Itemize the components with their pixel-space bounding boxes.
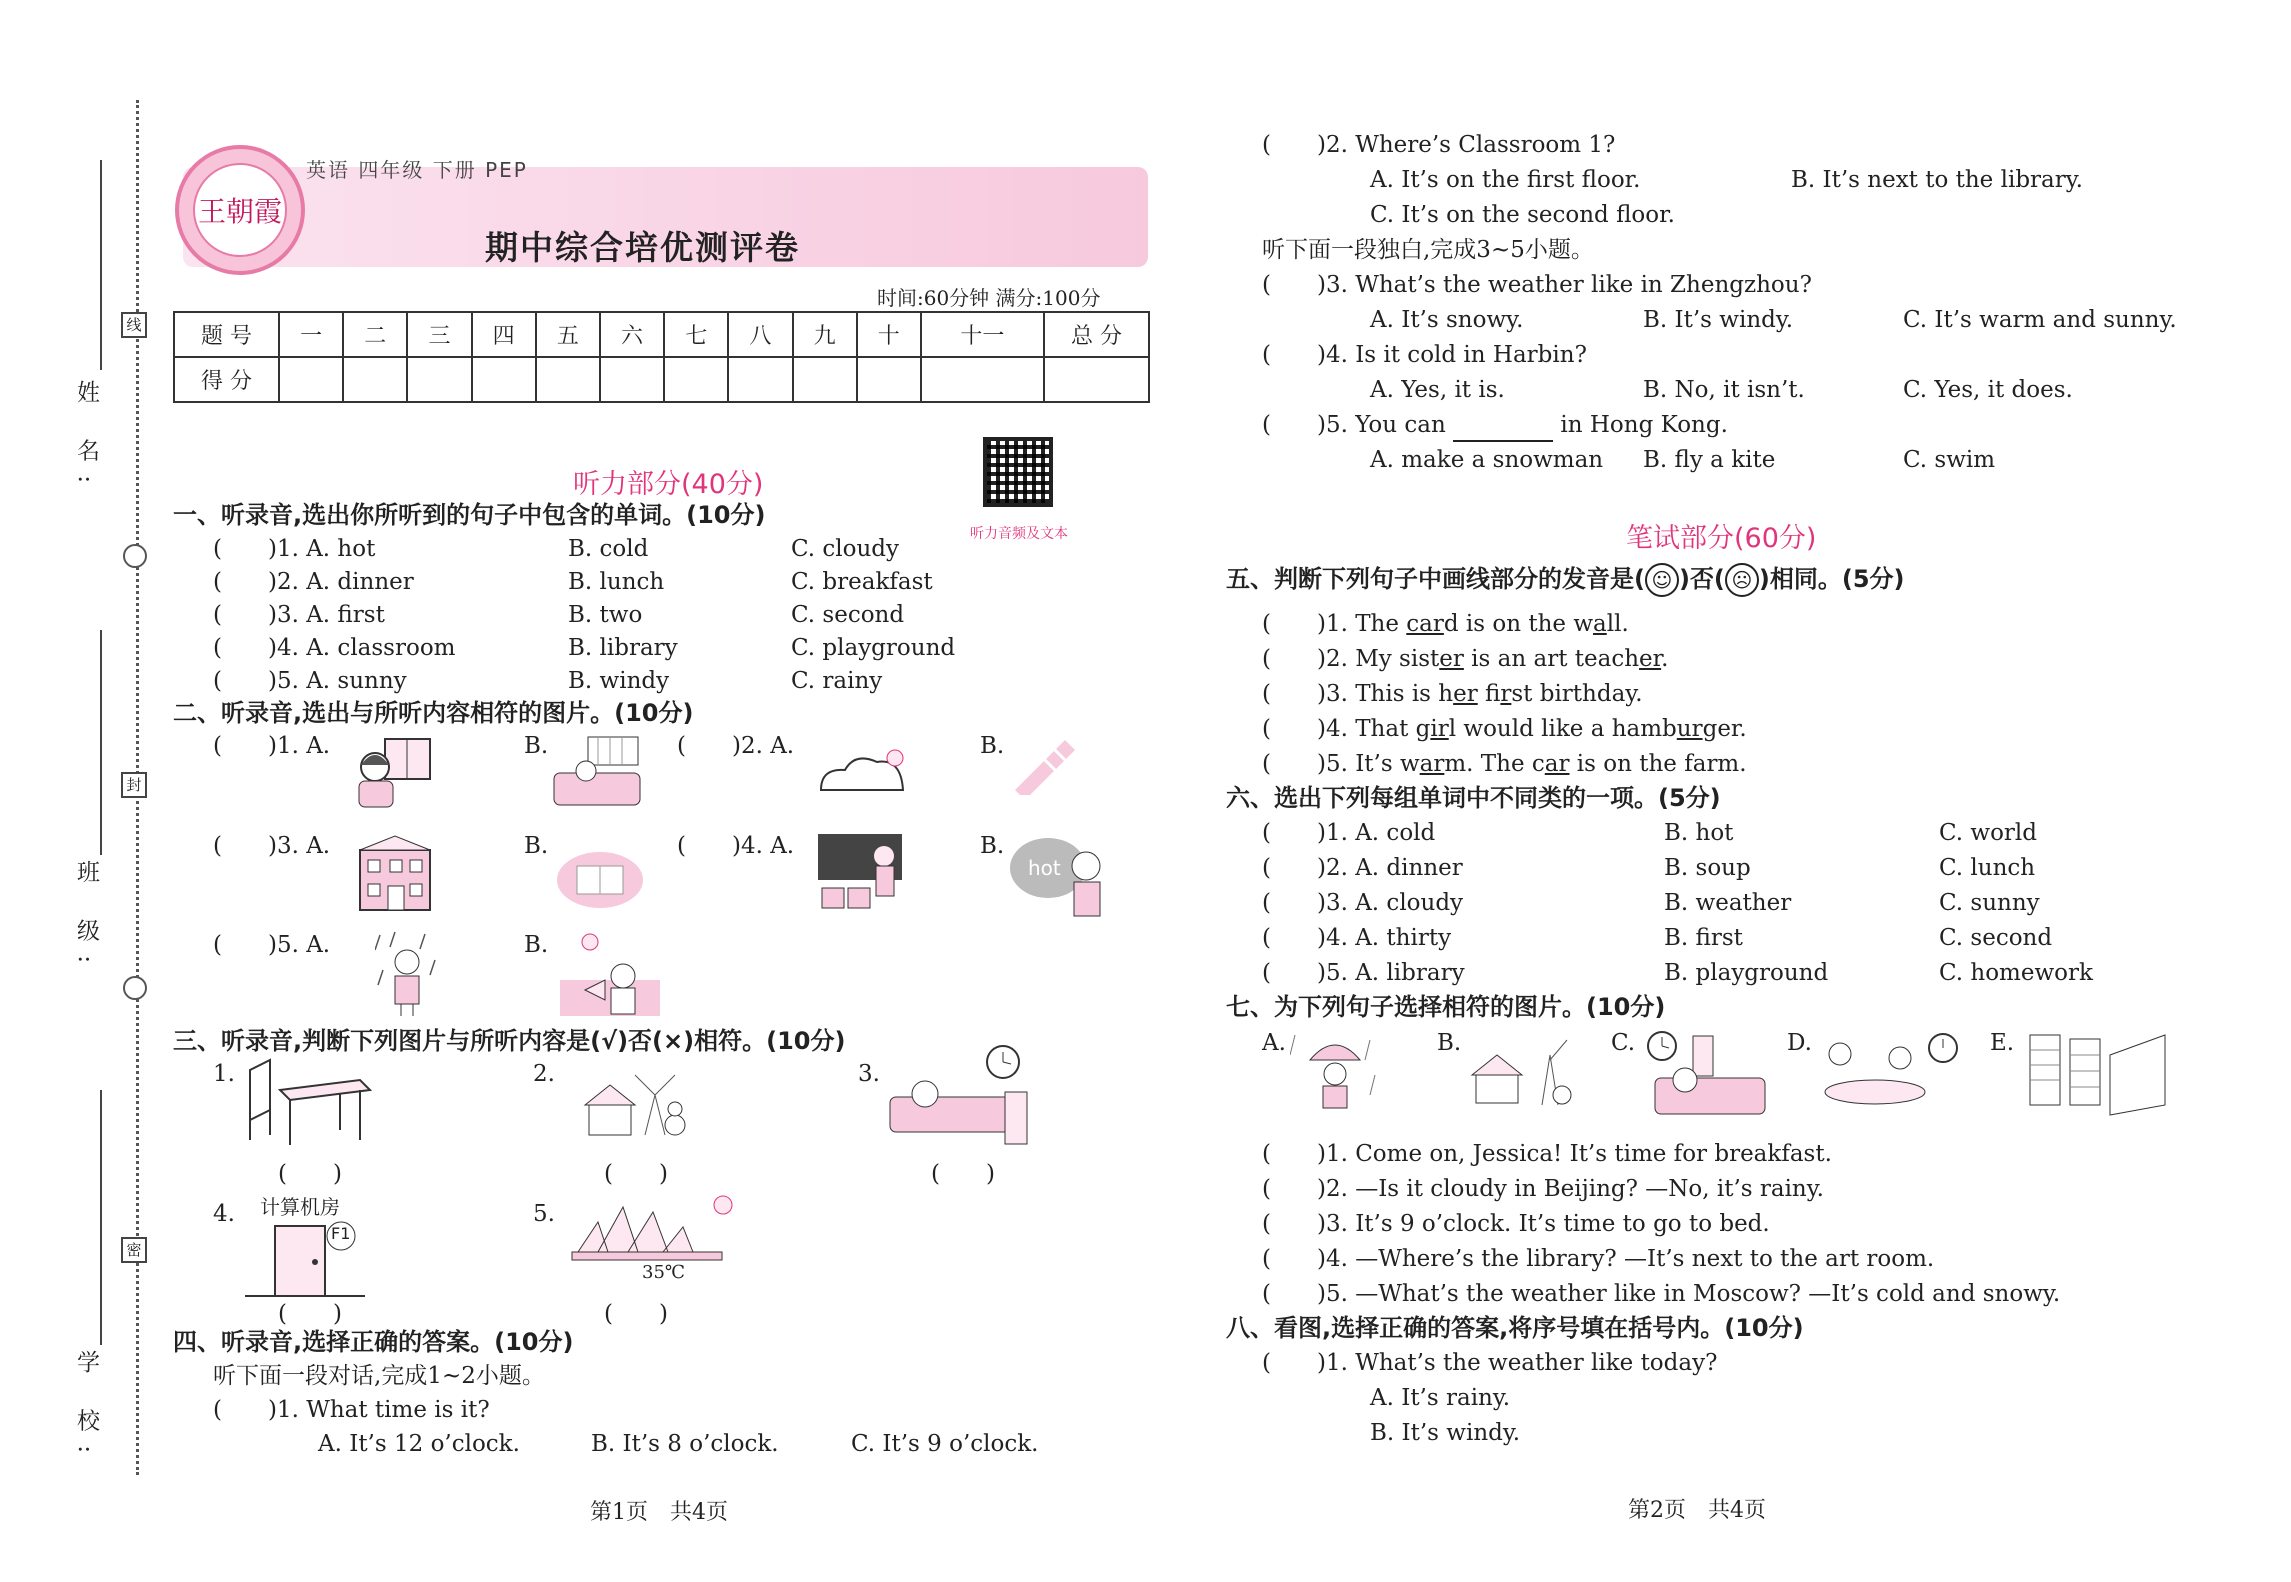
- s7-q1: ( )1. Come on, Jessica! It’s time for breakfast.: [1262, 1141, 1832, 1167]
- s5-underlined: ir: [1430, 716, 1449, 742]
- cloudy-sun-picture: [815, 742, 915, 797]
- xian-mark: 线: [121, 312, 147, 338]
- score-entry[interactable]: [793, 357, 857, 402]
- score-entry[interactable]: [279, 357, 343, 402]
- s8-q1-a: A. It’s rainy.: [1370, 1385, 1511, 1411]
- school-label: 学 校:: [73, 1350, 99, 1468]
- time-info: 时间:60分钟 满分:100分: [877, 286, 1101, 310]
- s6-q1: ( )1. A. cold: [1262, 820, 1436, 846]
- s1-q2-b: B. lunch: [568, 569, 665, 595]
- section-5-heading: [1226, 562, 1905, 597]
- score-entry[interactable]: [407, 357, 471, 402]
- s4-q5-b: B. fly a kite: [1643, 447, 1776, 473]
- brand-logo: [175, 145, 305, 275]
- s4-q4: ( )4. Is it cold in Harbin?: [1262, 342, 1587, 368]
- score-table-header-row: [174, 312, 1149, 357]
- s5-text: ( )4. That g: [1262, 716, 1431, 742]
- class-label: 班 级:: [73, 860, 99, 978]
- s1-q2: ( )2. A. dinner: [213, 569, 414, 595]
- feng-mark: 封: [121, 772, 147, 798]
- s2-q1-a: ( )1. A.: [213, 733, 331, 759]
- score-entry[interactable]: [664, 357, 728, 402]
- s4-q5-prefix: ( )5. You can: [1262, 412, 1446, 438]
- s6-q1-b: B. hot: [1664, 820, 1734, 846]
- mi-mark: 密: [121, 1237, 147, 1263]
- s1-q3-c: C. second: [791, 602, 905, 628]
- desk-chairs-picture: [240, 1050, 380, 1150]
- s1-q4: ( )4. A. classroom: [213, 635, 456, 661]
- s5-text: is on the farm.: [1569, 751, 1747, 777]
- score-entry[interactable]: [857, 357, 921, 402]
- table-cell: 二: [343, 312, 407, 357]
- s2-q3-a: ( )3. A.: [213, 833, 331, 859]
- s5-q1: [1262, 607, 1629, 641]
- s1-q5: ( )5. A. sunny: [213, 668, 407, 694]
- s4-q5-a: A. make a snowman: [1370, 447, 1604, 473]
- score-entry[interactable]: [472, 357, 536, 402]
- page-number-left: 第1页 共4页: [590, 1500, 728, 1525]
- s2-q2-b: B.: [980, 733, 1005, 759]
- name-label: 姓 名:: [73, 380, 99, 498]
- s4-q1-b: B. It’s 8 o’clock.: [591, 1431, 779, 1457]
- s4-q5-c: C. swim: [1903, 447, 1996, 473]
- s5-underlined: a: [1593, 611, 1607, 637]
- s7-q5: ( )5. —What’s the weather like in Moscow? —It’s cold and snowy.: [1262, 1281, 2061, 1307]
- page-number-right: 第2页 共4页: [1628, 1498, 1766, 1523]
- table-cell: 七: [664, 312, 728, 357]
- binding-hole: [123, 544, 147, 568]
- rainy-girl-umbrella-picture: [1290, 1030, 1380, 1110]
- score-entry[interactable]: [921, 357, 1044, 402]
- s1-q1-b: B. cold: [568, 536, 649, 562]
- score-entry[interactable]: [1044, 357, 1149, 402]
- score-entry[interactable]: [343, 357, 407, 402]
- s4-q4-b: B. No, it isn’t.: [1643, 377, 1805, 403]
- s5-heading-mid: )否(: [1678, 565, 1725, 593]
- s6-q3: ( )3. A. cloudy: [1262, 890, 1464, 916]
- s7-label-d: D.: [1787, 1030, 1812, 1056]
- s5-underlined: car: [1406, 611, 1444, 637]
- s1-q5-c: C. rainy: [791, 668, 883, 694]
- s7-label-e: E.: [1990, 1030, 2015, 1056]
- library-shelves-picture: [2025, 1025, 2185, 1120]
- s1-q3: ( )3. A. first: [213, 602, 385, 628]
- breakfast-table-picture: [1815, 1030, 1965, 1110]
- girl-at-window-picture: [345, 735, 435, 810]
- s3-answer-1[interactable]: ( ): [278, 1161, 342, 1187]
- s5-heading-pre: 五、判断下列句子中画线部分的发音是(: [1226, 565, 1645, 593]
- s4-q2-a: A. It’s on the first floor.: [1370, 167, 1641, 193]
- qr-label: 听力音频及文本: [970, 526, 1068, 542]
- score-entry[interactable]: [600, 357, 664, 402]
- table-cell: 八: [728, 312, 792, 357]
- s6-q2-b: B. soup: [1664, 855, 1751, 881]
- s5-underlined: er: [1639, 646, 1662, 672]
- table-cell: 六: [600, 312, 664, 357]
- s5-q5: [1262, 747, 1747, 781]
- windy-picture: [1010, 735, 1080, 795]
- table-cell: 三: [407, 312, 471, 357]
- s5-text: f: [1477, 681, 1501, 707]
- s5-q4: [1262, 712, 1747, 746]
- s3-answer-4[interactable]: ( ): [278, 1301, 342, 1327]
- s6-q5: ( )5. A. library: [1262, 960, 1465, 986]
- s4-intro-1: 听下面一段对话,完成1~2小题。: [213, 1363, 545, 1389]
- snowy-house-tree-picture: [1462, 1030, 1582, 1110]
- bedtime-clock-picture: [1645, 1028, 1770, 1120]
- s3-n3: 3.: [858, 1061, 880, 1087]
- s6-q4: ( )4. A. thirty: [1262, 925, 1452, 951]
- s8-q1: ( )1. What’s the weather like today?: [1262, 1350, 1718, 1376]
- section-2-heading: 二、听录音,选出与所听内容相符的图片。(10分): [173, 699, 694, 727]
- s1-q4-c: C. playground: [791, 635, 956, 661]
- s6-q3-b: B. weather: [1664, 890, 1792, 916]
- s2-q2-a: ( )2. A.: [677, 733, 795, 759]
- s3-answer-2[interactable]: ( ): [604, 1161, 668, 1187]
- binding-hole: [123, 976, 147, 1000]
- s8-q1-b: B. It’s windy.: [1370, 1420, 1521, 1446]
- logo-text: 王朝霞: [193, 163, 287, 257]
- s5-underlined: er: [1439, 646, 1464, 672]
- s1-q1-c: C. cloudy: [791, 536, 900, 562]
- s4-q3-c: C. It’s warm and sunny.: [1903, 307, 2177, 333]
- section-7-heading: 七、为下列句子选择相符的图片。(10分): [1226, 993, 1666, 1021]
- girl-sleeping-clock-picture: [885, 1042, 1035, 1147]
- smile-face-icon: ☺: [1645, 563, 1679, 597]
- s4-q4-a: A. Yes, it is.: [1370, 377, 1505, 403]
- listening-part-title: 听力部分(40分): [573, 469, 764, 500]
- s4-q1-a: A. It’s 12 o’clock.: [318, 1431, 520, 1457]
- s1-q4-b: B. library: [568, 635, 678, 661]
- s4-q1-c: C. It’s 9 o’clock.: [851, 1431, 1039, 1457]
- bed-picture: [548, 735, 648, 810]
- s5-q3: [1262, 677, 1643, 711]
- s4-q2: ( )2. Where’s Classroom 1?: [1262, 132, 1616, 158]
- building-picture: [350, 832, 435, 912]
- s4-q2-b: B. It’s next to the library.: [1791, 167, 2083, 193]
- s1-q5-b: B. windy: [568, 668, 670, 694]
- class-field-line: [100, 630, 102, 855]
- s5-q2: [1262, 642, 1668, 676]
- s5-text: d is on the w: [1443, 611, 1594, 637]
- table-cell: 一: [279, 312, 343, 357]
- s3-answer-5[interactable]: ( ): [604, 1301, 668, 1327]
- hot-speech-picture: [1008, 832, 1108, 922]
- s1-q2-c: C. breakfast: [791, 569, 933, 595]
- table-cell: 五: [536, 312, 600, 357]
- qr-code[interactable]: [983, 437, 1053, 507]
- score-entry[interactable]: [728, 357, 792, 402]
- s4-intro-2: 听下面一段独白,完成3~5小题。: [1262, 237, 1594, 263]
- s6-q3-c: C. sunny: [1939, 890, 2040, 916]
- subject-line: 英语 四年级 下册 PEP: [306, 158, 528, 182]
- s5-text: ( )2. My sist: [1262, 646, 1440, 672]
- writing-part-title: 笔试部分(60分): [1626, 523, 1817, 554]
- s4-q1: ( )1. What time is it?: [213, 1397, 490, 1423]
- section-1-heading: 一、听录音,选出你所听到的句子中包含的单词。(10分): [173, 501, 766, 529]
- s4-q5: [1262, 408, 1728, 442]
- hot-boy-fan-picture: [555, 930, 665, 1018]
- table-cell: 总 分: [1044, 312, 1149, 357]
- score-entry[interactable]: [536, 357, 600, 402]
- s5-heading-post: )相同。(5分): [1758, 565, 1905, 593]
- s7-label-a: A.: [1262, 1030, 1286, 1056]
- s4-q3: ( )3. What’s the weather like in Zhengzhou?: [1262, 272, 1812, 298]
- s5-text: ll.: [1606, 611, 1629, 637]
- s5-text: is an art teach: [1463, 646, 1640, 672]
- s7-q4: ( )4. —Where’s the library? —It’s next to the art room.: [1262, 1246, 1935, 1272]
- s5-text: ( )1. The: [1262, 611, 1407, 637]
- score-table: [173, 311, 1150, 403]
- section-8-heading: 八、看图,选择正确的答案,将序号填在括号内。(10分): [1226, 1314, 1804, 1342]
- s4-q2-c: C. It’s on the second floor.: [1370, 202, 1675, 228]
- s3-n5: 5.: [533, 1201, 555, 1227]
- rainy-boy-picture: [375, 930, 440, 1018]
- svg-text:hot: hot: [1028, 856, 1061, 880]
- table-cell: 九: [793, 312, 857, 357]
- s2-q5-b: B.: [524, 932, 549, 958]
- s3-n1: 1.: [213, 1061, 235, 1087]
- s2-q3-b: B.: [524, 833, 549, 859]
- s5-text: ger.: [1702, 716, 1747, 742]
- table-cell: 四: [472, 312, 536, 357]
- s7-q2: ( )2. —Is it cloudy in Beijing? —No, it’s rainy.: [1262, 1176, 1824, 1202]
- table-cell: 十: [857, 312, 921, 357]
- frown-face-icon: ☹: [1725, 563, 1759, 597]
- s5-text: st birthday.: [1511, 681, 1643, 707]
- s2-q5-a: ( )5. A.: [213, 932, 331, 958]
- s4-q5-suffix: in Hong Kong.: [1560, 412, 1728, 438]
- s3-n2: 2.: [533, 1061, 555, 1087]
- s6-q2: ( )2. A. dinner: [1262, 855, 1463, 881]
- s5-underlined: er: [1453, 681, 1478, 707]
- name-field-line: [100, 160, 102, 370]
- section-4-heading: 四、听录音,选择正确的答案。(10分): [173, 1328, 574, 1356]
- classroom-picture: [812, 830, 907, 915]
- school-field-line: [100, 1090, 102, 1345]
- s3-n4: 4.: [213, 1201, 235, 1227]
- s5-text: .: [1661, 646, 1669, 672]
- s1-q3-b: B. two: [568, 602, 643, 628]
- s2-q4-b: B.: [980, 833, 1005, 859]
- s6-q5-c: C. homework: [1939, 960, 2093, 986]
- floor-label: F1: [331, 1224, 351, 1243]
- s4-q4-c: C. Yes, it does.: [1903, 377, 2073, 403]
- s6-q4-b: B. first: [1664, 925, 1743, 951]
- temperature-label: 35℃: [642, 1262, 686, 1283]
- s5-text: ( )5. It’s w: [1262, 751, 1420, 777]
- s1-q1: ( )1. A. hot: [213, 536, 376, 562]
- exam-title: 期中综合培优测评卷: [485, 228, 800, 267]
- playground-picture: [555, 850, 645, 910]
- s7-label-c: C.: [1611, 1030, 1636, 1056]
- s6-q2-c: C. lunch: [1939, 855, 2036, 881]
- table-cell: 十一: [921, 312, 1044, 357]
- s2-q4-a: ( )4. A.: [677, 833, 795, 859]
- s6-q4-c: C. second: [1939, 925, 2053, 951]
- s4-q3-b: B. It’s windy.: [1643, 307, 1794, 333]
- s5-text: ( )3. This is h: [1262, 681, 1454, 707]
- s7-label-b: B.: [1437, 1030, 1462, 1056]
- computer-room-label: 计算机房: [260, 1195, 340, 1219]
- section-3-heading: 三、听录音,判断下列图片与所听内容是(√)否(×)相符。(10分): [173, 1027, 846, 1055]
- opera-house-picture: [568, 1190, 743, 1270]
- s3-answer-3[interactable]: ( ): [931, 1161, 995, 1187]
- s4-q5-blank[interactable]: [1453, 420, 1553, 442]
- table-cell: 题 号: [174, 312, 279, 357]
- table-cell: 得 分: [174, 357, 279, 402]
- snowy-house-picture: [565, 1055, 695, 1145]
- s5-underlined: ir: [1500, 681, 1512, 707]
- s5-underlined: ar: [1419, 751, 1445, 777]
- s7-q3: ( )3. It’s 9 o’clock. It’s time to go to bed.: [1262, 1211, 1770, 1237]
- s4-q3-a: A. It’s snowy.: [1370, 307, 1524, 333]
- s6-q5-b: B. playground: [1664, 960, 1829, 986]
- s5-text: l would like a hamb: [1448, 716, 1677, 742]
- score-table-score-row: [174, 357, 1149, 402]
- s6-q1-c: C. world: [1939, 820, 2038, 846]
- s5-text: m. The c: [1444, 751, 1545, 777]
- section-6-heading: 六、选出下列每组单词中不同类的一项。(5分): [1226, 784, 1721, 812]
- s2-q1-b: B.: [524, 733, 549, 759]
- s5-underlined: ur: [1676, 716, 1703, 742]
- s5-underlined: ar: [1544, 751, 1570, 777]
